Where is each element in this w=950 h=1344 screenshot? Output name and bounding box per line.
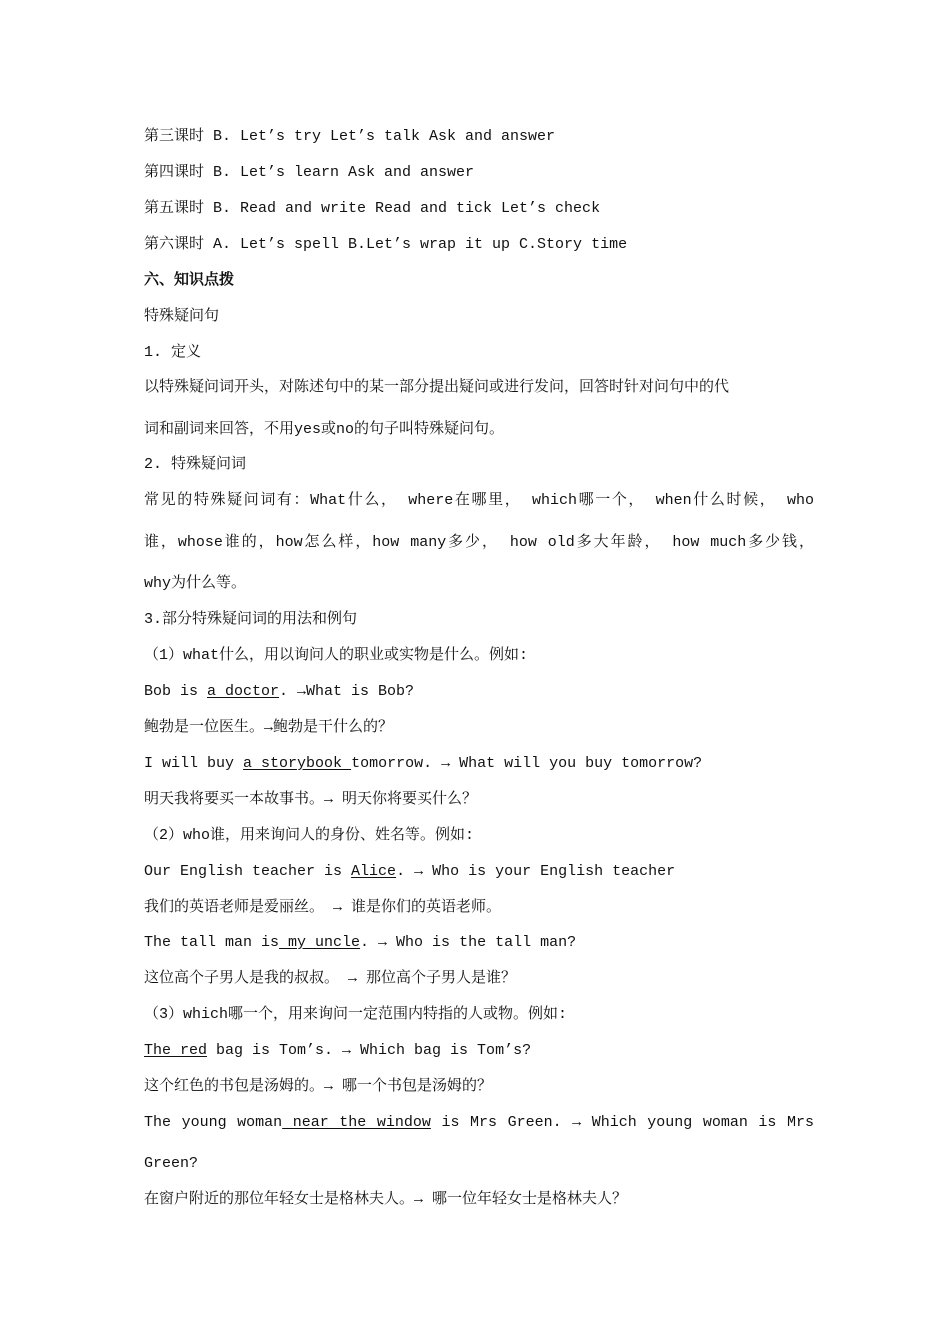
which-example-2: The young woman near the window is Mrs Green. → Which young woman is Mrs xyxy=(144,1114,814,1131)
who-example-1-cn: 我们的英语老师是爱丽丝。 → 谁是你们的英语老师。 xyxy=(144,899,502,916)
what-title: （1）what什么，用以询问人的职业或实物是什么。例如: xyxy=(144,647,529,664)
who-title: （2）who谁，用来询问人的身份、姓名等。例如: xyxy=(144,827,475,844)
which-title: （3）which哪一个，用来询问一定范围内特指的人或物。例如: xyxy=(144,1006,568,1023)
words-line-1: 常见的特殊疑问词有：What什么， where在哪里， which哪一个， when什么时候， who xyxy=(144,492,814,509)
definition-line-2: 词和副词来回答，不用yes或no的句子叫特殊疑问句。 xyxy=(144,421,505,438)
lesson-3: 第三课时 B. Let’s try Let’s talk Ask and answer xyxy=(144,128,556,145)
words-heading: 2. 特殊疑问词 xyxy=(144,456,247,473)
underlined-phrase: Alice xyxy=(351,863,397,880)
definition-heading: 1. 定义 xyxy=(144,344,202,361)
underlined-phrase: my uncle xyxy=(279,934,361,951)
underlined-phrase: The red xyxy=(144,1042,208,1059)
who-example-1: Our English teacher is Alice. → Who is your English teacher xyxy=(144,863,676,880)
lesson-4: 第四课时 B. Let’s learn Ask and answer xyxy=(144,164,475,181)
usage-heading: 3.部分特殊疑问词的用法和例句 xyxy=(144,611,358,628)
lesson-6: 第六课时 A. Let’s spell B.Let’s wrap it up C.Story time xyxy=(144,236,628,253)
words-line-3: why为什么等。 xyxy=(144,575,247,592)
what-example-1: Bob is a doctor. →What is Bob? xyxy=(144,683,415,700)
underlined-phrase: a doctor xyxy=(207,683,280,700)
underlined-phrase: near the window xyxy=(282,1114,431,1131)
which-example-1-cn: 这个红色的书包是汤姆的。→ 哪一个书包是汤姆的？ xyxy=(144,1078,493,1095)
who-example-2-cn: 这位高个子男人是我的叔叔。 → 那位高个子男人是谁？ xyxy=(144,970,517,987)
which-example-2-cont: Green? xyxy=(144,1155,199,1172)
section-heading: 六、知识点拨 xyxy=(144,272,235,289)
definition-line-1: 以特殊疑问词开头，对陈述句中的某一部分提出疑问或进行发问，回答时针对问句中的代 xyxy=(144,379,730,396)
what-example-1-cn: 鲍勃是一位医生。→鲍勃是干什么的？ xyxy=(144,719,394,736)
what-example-2: I will buy a storybook tomorrow. → What will you buy tomorrow? xyxy=(144,755,703,772)
what-example-2-cn: 明天我将要买一本故事书。→ 明天你将要买什么？ xyxy=(144,791,478,808)
topic-title: 特殊疑问句 xyxy=(144,308,220,325)
underlined-phrase: a storybook xyxy=(243,755,352,772)
who-example-2: The tall man is my uncle. → Who is the tall man? xyxy=(144,934,577,951)
lesson-5: 第五课时 B. Read and write Read and tick Let’s check xyxy=(144,200,601,217)
which-example-1: The red bag is Tom’s. → Which bag is Tom’s? xyxy=(144,1042,532,1059)
which-example-2-cn: 在窗户附近的那位年轻女士是格林夫人。→ 哪一位年轻女士是格林夫人？ xyxy=(144,1191,628,1208)
words-line-2: 谁，whose谁的，how怎么样，how many多少， how old多大年龄， how much多少钱， xyxy=(144,534,814,551)
